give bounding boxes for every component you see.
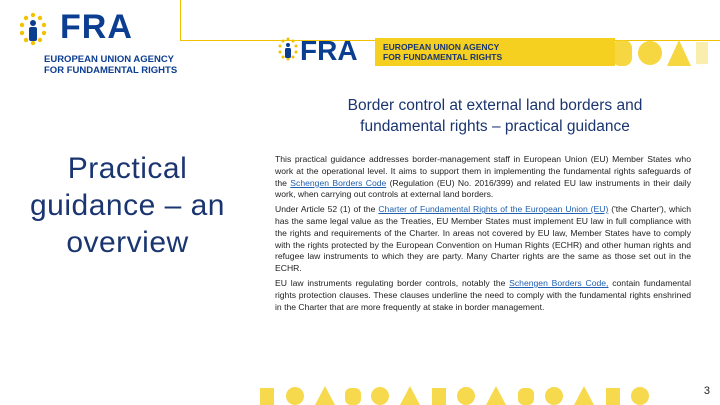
doc-title-line2: fundamental rights – practical guidance (360, 118, 630, 135)
doc-paragraph-1 (275, 154, 691, 201)
schengen-borders-code-link-2[interactable]: Schengen Borders Code, (509, 277, 609, 288)
logo-agency-text (44, 54, 177, 76)
schengen-borders-code-link[interactable]: Schengen Borders Code (290, 177, 387, 188)
decorative-shapes (522, 38, 712, 68)
page-number: 3 (703, 385, 710, 397)
doc-logo-agency-line1: EUROPEAN UNION AGENCY (383, 42, 500, 52)
doc-p1-text-a: This practical guidance addresses border-management staff in European Union (EU) Member States who work at the operational level. It aims to support them in implementing the fundamental rights safeguards of the (275, 154, 691, 188)
doc-p3-text-b: contain fundamental rights protection clauses. These clauses underline the need to comply with the fundamental rights enshrined in the Charter that are more frequently at stake in border management. (275, 277, 691, 312)
doc-eu-stars-icon (278, 36, 298, 66)
doc-p3-text-a: EU law instruments regulating border controls, notably the (275, 277, 510, 288)
divider-vertical (180, 0, 181, 40)
logo-fra-text: FRA (60, 8, 133, 46)
slide-title: Practical guidance – an overview (30, 152, 225, 259)
doc-logo-fra-text: FRA (300, 35, 358, 66)
document-preview (270, 30, 720, 375)
doc-p1-text-b: (Regulation (EU) No. 2016/399) and related EU law instruments in their daily work, when carrying out controls at external land borders. (275, 177, 691, 200)
doc-title-line1: Border control at external land borders and (347, 97, 643, 114)
doc-paragraph-3 (275, 278, 691, 313)
doc-p2-text-b: ('the Charter'), which has the same legal value as the Treaties, EU Member States must implement EU law in full compliance with the rights and requirements of the Charter. In areas not covered by EU law, Member States have to comply with the rights protected by the European Convention on Human Rights (ECHR) and other human rights and refugee law instruments to which they are party. Many Charter rights are the same as those set out in the ECHR. (275, 204, 691, 274)
bottom-decorative-shapes (250, 380, 700, 405)
charter-link[interactable]: Charter of Fundamental Rights of the European Union (EU) (378, 204, 609, 215)
fra-logo (18, 8, 178, 76)
eu-stars-icon (18, 10, 48, 54)
doc-title (270, 95, 720, 137)
doc-paragraph-2 (275, 204, 691, 275)
doc-logo-agency-text (383, 42, 502, 62)
doc-logo-agency-line2: FOR FUNDAMENTAL RIGHTS (383, 52, 503, 62)
doc-body (275, 154, 691, 316)
doc-p2-text-a: Under Article 52 (1) of the (275, 204, 379, 215)
logo-agency-line2: FOR FUNDAMENTAL RIGHTS (44, 65, 178, 76)
logo-agency-line1: EUROPEAN UNION AGENCY (44, 54, 175, 65)
